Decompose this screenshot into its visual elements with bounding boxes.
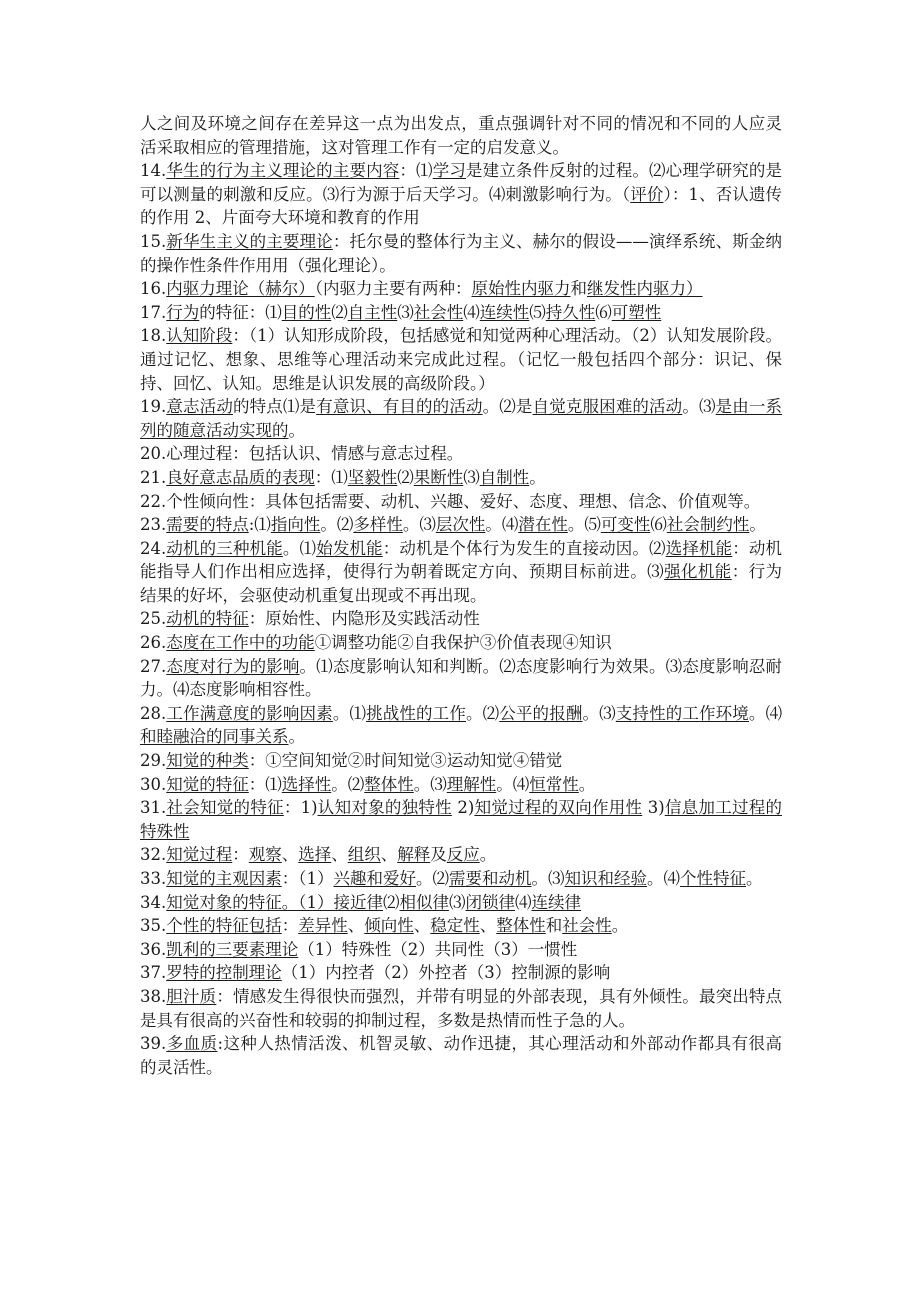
text-run: 。⑴ (332, 703, 367, 723)
paragraph (140, 843, 782, 867)
underlined-text: 认知对象的独特性 (317, 798, 452, 818)
text-run: ：原始性、内隐形及实践活动性 (248, 609, 480, 629)
underlined-text: 新华生主义的主要理论 (166, 231, 333, 251)
underlined-text: 差异性 (298, 916, 348, 936)
underlined-text: 坚毅性 (347, 467, 398, 487)
text-run: 23. (140, 515, 167, 535)
text-run: 3) (642, 798, 665, 818)
underlined-text: 信息加工过程的特殊性 (140, 798, 783, 841)
text-run: ⑵ (397, 467, 414, 487)
underlined-text: 动机的三种机能 (166, 538, 283, 558)
paragraph (140, 655, 782, 702)
underlined-text: 稳定性 (430, 916, 480, 936)
paragraph (140, 891, 782, 915)
underlined-text: 知觉的特征 (166, 774, 249, 794)
underlined-text: 自主性 (347, 302, 398, 322)
paragraph (140, 112, 782, 159)
text-run: 38. (140, 986, 167, 1006)
text-run: 22.个性倾向性：具体包括需要、动机、兴趣、爱好、态度、理想、信念、价值观等。 (140, 491, 761, 511)
text-run: 34. (140, 892, 167, 912)
text-run: 39. (140, 1034, 167, 1054)
text-run: 。⑵ (320, 515, 354, 535)
underlined-text: 选择 (298, 845, 332, 865)
paragraph (140, 985, 782, 1032)
underlined-text: 知觉对象的特征。（1）接近律 (166, 892, 383, 912)
paragraph (140, 301, 782, 325)
text-run: 、 (347, 916, 365, 936)
text-run: 。⑷ (748, 703, 783, 723)
underlined-text: 态度对行为的影响 (166, 656, 300, 676)
text-run: 19. (140, 397, 167, 417)
paragraph (140, 324, 782, 395)
text-run: ：情感发生得很快而强烈，并带有明显的外部表现，具有外倾性。最突出特点是具有很高的兴奋性和较弱的抑制过程，多数是热情而性子急的人。 (140, 986, 783, 1030)
underlined-text: 挑战性的工作 (366, 703, 466, 723)
underlined-text: 继发性内驱力） (587, 279, 703, 299)
underlined-text: 可变性 (600, 515, 651, 535)
text-run: 。⑴ (282, 538, 317, 558)
text-run: 16. (140, 279, 167, 299)
text-run: ⑶ (449, 892, 466, 912)
underlined-text: 解释 (397, 845, 431, 865)
text-run: 。 (529, 467, 546, 487)
text-run: 18. (140, 326, 167, 346)
underlined-text: 需要的特点 (166, 515, 249, 535)
text-run: 。 (746, 869, 763, 888)
text-run: ：行为结果的好坏，会驱使动机重复出现或不再出现。 (140, 562, 783, 605)
text-run: 。 (288, 727, 305, 747)
text-run: 的特点⑴是 (232, 397, 317, 417)
underlined-text: 恒常性 (529, 774, 579, 794)
text-run: 37. (140, 963, 167, 983)
underlined-text: 个性的特征包括 (166, 916, 282, 936)
text-run: 。 (578, 774, 596, 794)
text-run: 。⑶ (682, 397, 716, 417)
underlined-text: 选择性 (281, 774, 332, 794)
text-run: ①调整功能②自我保护③价值表现④知识 (314, 633, 612, 653)
underlined-text: 学习 (432, 161, 466, 181)
underlined-text: 良好意志品质的表现 (166, 467, 315, 487)
underlined-text: 强化机能 (664, 562, 732, 582)
text-run: 。 (749, 515, 766, 535)
text-run: ⑶ (397, 302, 414, 322)
underlined-text: 知觉的种类 (166, 751, 249, 771)
paragraph (140, 513, 782, 537)
underlined-text: 社会性 (413, 302, 464, 322)
underlined-text: 多血质 (166, 1034, 218, 1054)
text-run: ：1) (283, 798, 318, 818)
text-run: （1）特殊性（2）共同性（3）一惯性 (298, 939, 578, 959)
underlined-text: 知识和经验 (564, 869, 647, 888)
text-run: ：⑴ (314, 467, 348, 487)
underlined-text: 整体性 (496, 916, 546, 936)
paragraph (140, 159, 782, 230)
text-run: 。⑵ (416, 869, 449, 888)
text-run: ：动机是个体行为发生的直接动因。⑵ (382, 538, 666, 558)
text-run: 21. (140, 467, 167, 487)
text-run: 的特征：⑴ (199, 302, 282, 322)
underlined-text: 和睦融洽的同事关系 (140, 727, 289, 747)
paragraph (140, 702, 782, 749)
text-run: 。⑵是 (482, 397, 533, 417)
underlined-text: 观察 (248, 845, 282, 865)
text-run: :这种人热情活泼、机智灵敏、动作迅捷，其心理活动和外部动作都具有很高的灵活性。 (140, 1034, 782, 1077)
underlined-text: 知觉过程的双向作用性 (474, 798, 643, 818)
underlined-text: 相似律 (399, 892, 449, 912)
underlined-text: 评价 (630, 184, 664, 204)
document-body (140, 112, 782, 1079)
text-run: 2) (451, 798, 475, 818)
text-run: 。⑷ (647, 869, 680, 888)
paragraph (140, 490, 782, 514)
underlined-text: 兴趣和爱好 (333, 869, 416, 888)
text-run: 。⑶ (582, 703, 616, 723)
paragraph (140, 466, 782, 490)
paragraph (140, 749, 782, 773)
paragraph (140, 914, 782, 938)
paragraph (140, 867, 782, 891)
underlined-text: 意志活动 (166, 397, 233, 417)
text-run: 24. (140, 538, 167, 558)
text-run: 25. (140, 609, 167, 629)
text-run: 、 (281, 845, 299, 865)
text-run: 29. (140, 751, 167, 771)
text-run: （内驱力主要有两种： (314, 279, 472, 299)
text-run: 。 (611, 916, 629, 936)
paragraph (140, 773, 782, 797)
underlined-text: 行为 (166, 302, 200, 322)
underlined-text: 自制性 (479, 467, 530, 487)
underlined-text: 连续律 (531, 892, 581, 912)
underlined-text: 始发机能 (316, 538, 383, 558)
text-run: 和 (570, 279, 587, 299)
text-run: ： (281, 916, 299, 936)
underlined-text: 胆汁质 (166, 986, 217, 1006)
underlined-text: 有意识、有目的的活动 (316, 397, 483, 417)
text-run: ：（1） (281, 869, 334, 888)
underlined-text: 原始性内驱力 (471, 279, 571, 299)
paragraph (140, 277, 782, 301)
paragraph (140, 796, 782, 843)
text-run: 是建立条件反射的过程。⑵心理学研究的是可以测量的刺激和反应。⑶行为源于后天学习。⑷刺激影响行为。（ (140, 161, 783, 204)
underlined-text: 支持性的工作环境 (615, 703, 749, 723)
underlined-text: 反应 (446, 845, 480, 865)
text-run: 。⑷ (485, 515, 519, 535)
text-run: 。⑸ (567, 515, 601, 535)
text-run: 17. (140, 302, 167, 322)
underlined-text: 自觉克服困难的活动 (532, 397, 683, 417)
underlined-text: 层次性 (435, 515, 486, 535)
text-run: ⑵ (331, 302, 348, 322)
underlined-text: 凯利的三要素理论 (166, 939, 299, 959)
text-run: 。⑷ (496, 774, 530, 794)
underlined-text: 理解性 (446, 774, 497, 794)
underlined-text: 果断性 (413, 467, 464, 487)
text-run: ⑹ (650, 515, 667, 535)
text-run: ⑷ (515, 892, 532, 912)
underlined-text: 个性特征 (680, 869, 746, 888)
underlined-text: 目的性 (281, 302, 332, 322)
text-run: ⑷ (463, 302, 480, 322)
text-run: ）：1、否认遗传的作用 2、片面夸大环境和教育的作用 (140, 184, 783, 228)
text-run: （1）内控者（2）外控者（3）控制源的影响 (281, 963, 611, 983)
paragraph (140, 631, 782, 655)
underlined-text: 潜在性 (518, 515, 568, 535)
underlined-text: 华生的行为主义理论的主要内容 (166, 161, 400, 181)
underlined-text: 内驱力理论（赫尔） (166, 279, 315, 299)
underlined-text: 知觉过程 (166, 845, 233, 865)
underlined-text: 动机的特征 (166, 609, 249, 629)
paragraph (140, 607, 782, 631)
underlined-text: 是由一系列的随意活动实现的 (140, 397, 783, 440)
text-run: 33. (140, 869, 167, 888)
underlined-text: 罗特的控制理论 (166, 963, 282, 983)
text-run: ：动机能指导人们作出相应选择，使得行为朝着既定方向、预期目标前进。⑶ (140, 538, 783, 582)
text-run: 及 (430, 845, 447, 865)
underlined-text: 组织 (347, 845, 381, 865)
text-run: 、 (331, 845, 348, 865)
underlined-text: 倾向性 (364, 916, 414, 936)
underlined-text: 闭锁律 (465, 892, 515, 912)
text-run: 27. (140, 656, 167, 676)
text-run: 和 (545, 916, 563, 936)
underlined-text: 选择机能 (665, 538, 733, 558)
text-run: 人之间及环境之间存在差异这一点为出发点，重点强调针对不同的情况和不同的人应灵活采取相应的管理措施，这对管理工作有一定的启发意义。 (140, 114, 782, 157)
paragraph (140, 442, 782, 466)
text-run: 。⑶ (413, 774, 447, 794)
underlined-text: 指向性 (270, 515, 321, 535)
underlined-text: 连续性 (479, 302, 530, 322)
underlined-text: 需要和动机 (449, 869, 532, 888)
text-run: 、 (380, 845, 398, 865)
text-run: ：托尔曼的整体行为主义、赫尔的假设——演绎系统、斯金纳的操作性条件作用用（强化理论）。 (140, 231, 783, 275)
text-run: 28. (140, 703, 167, 723)
text-run: 31. (140, 798, 167, 818)
text-run: 32. (140, 845, 167, 865)
text-run: ⑵ (383, 892, 400, 912)
text-run: 36. (140, 939, 167, 959)
underlined-text: 社会性 (562, 916, 612, 936)
text-run: 30. (140, 774, 167, 794)
underlined-text: 社会制约性 (666, 515, 750, 535)
paragraph (140, 961, 782, 985)
underlined-text: 社会知觉的特征 (166, 798, 284, 818)
paragraph (140, 395, 782, 442)
text-run: 。 (288, 420, 305, 440)
paragraph (140, 537, 782, 608)
text-run: 15. (140, 231, 167, 251)
underlined-text: 可塑性 (611, 302, 662, 322)
text-run: ⑹ (595, 302, 612, 322)
text-run: 14. (140, 161, 167, 181)
underlined-text: 工作满意度的影响因素 (166, 703, 333, 723)
paragraph (140, 1032, 782, 1079)
text-run: 。⑵ (331, 774, 365, 794)
text-run: ⑸ (529, 302, 546, 322)
text-run: 20.心理过程：包括认识、情感与意志过程。 (140, 444, 464, 464)
text-run: 。 (479, 845, 497, 865)
text-run: 。⑶ (402, 515, 436, 535)
underlined-text: 公平的报酬 (499, 703, 583, 723)
text-run: 、 (479, 916, 497, 936)
text-run: ：（1）认知形成阶段，包括感觉和知觉两种心理活动。（2）认知发展阶段。通过记忆、想象、思维等心理活动来完成此过程。（记忆一般包括四个部分：识记、保持、回忆、认知。思维是认识发展的高级阶段。） (140, 326, 783, 393)
text-run: 。⑵ (465, 703, 500, 723)
text-run: ： (232, 845, 249, 865)
text-run: ：①空间知觉②时间知觉③运动知觉④错觉 (248, 751, 563, 771)
paragraph (140, 938, 782, 962)
text-run: 、 (413, 916, 431, 936)
underlined-text: 持久性 (545, 302, 596, 322)
text-run: 。⑴态度影响认知和判断。⑵态度影响行为效果。⑶态度影响忍耐力。⑷态度影响相容性。 (140, 656, 783, 700)
underlined-text: 态度在工作中的功能 (166, 633, 315, 653)
text-run: ：⑴ (399, 161, 433, 181)
text-run: 26. (140, 633, 167, 653)
text-run: ：⑴ (248, 774, 282, 794)
text-run: 35. (140, 916, 167, 936)
underlined-text: 认知阶段 (166, 326, 233, 346)
underlined-text: 知觉的主观因素 (166, 869, 282, 888)
underlined-text: 多样性 (353, 515, 403, 535)
text-run: ⑶ (463, 467, 480, 487)
text-run: :⑴ (248, 515, 271, 535)
underlined-text: 整体性 (364, 774, 414, 794)
paragraph (140, 230, 782, 277)
text-run: 。⑶ (531, 869, 565, 888)
